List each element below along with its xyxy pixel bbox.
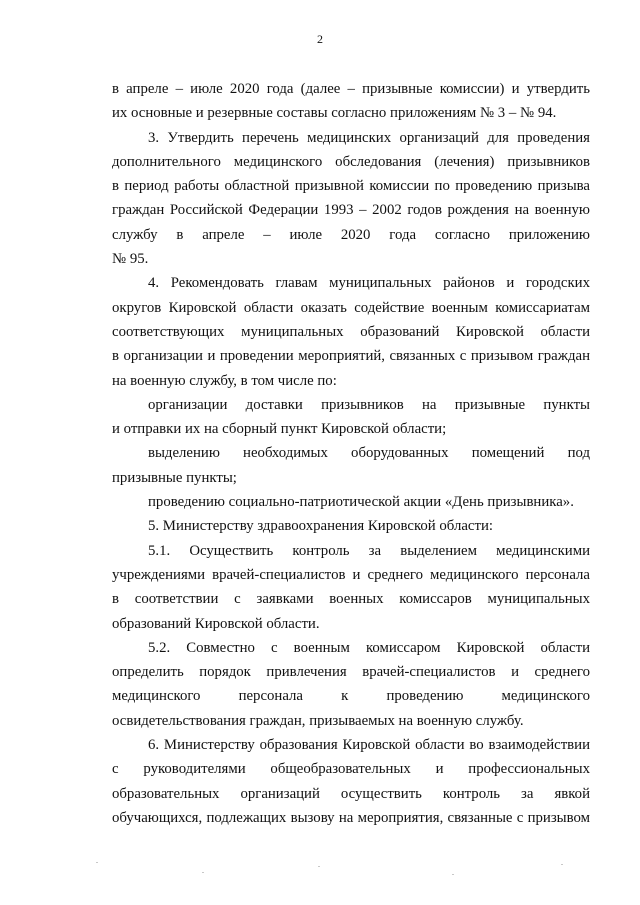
text-line: призывные пункты; xyxy=(112,469,237,486)
text-line: учреждениями врачей-специалистов и среднего медицинского персонала xyxy=(112,566,590,583)
text-line: проведению социально-патриотической акции «День призывника». xyxy=(148,494,574,511)
text-line: службу в апреле – июле 2020 года согласно приложению xyxy=(112,226,590,243)
text-line: в период работы областной призывной комиссии по проведению призыва xyxy=(112,178,590,195)
text-line: 6. Министерству образования Кировской области во взаимодействии xyxy=(148,737,590,754)
text-line: обучающихся, подлежащих вызову на мероприятия, связанные с призывом xyxy=(112,809,590,826)
text-line: 3. Утвердить перечень медицинских организаций для проведения xyxy=(148,129,590,146)
text-line: 4. Рекомендовать главам муниципальных районов и городских xyxy=(148,275,590,292)
text-line: определить порядок привлечения врачей-специалистов и среднего xyxy=(112,664,590,681)
text-line: 5.1. Осуществить контроль за выделением медицинскими xyxy=(148,542,590,559)
text-line: граждан Российской Федерации 1993 – 2002 годов рождения на военную xyxy=(112,202,590,219)
text-line: образований Кировской области. xyxy=(112,615,320,632)
scan-artifact xyxy=(318,866,320,867)
text-line: образовательных организаций осуществить контроль за явкой xyxy=(112,785,590,802)
text-line: дополнительного медицинского обследования (лечения) призывников xyxy=(112,153,590,170)
text-line: 5. Министерству здравоохранения Кировской области: xyxy=(148,518,493,535)
scan-artifact xyxy=(202,872,204,873)
document-body xyxy=(112,77,590,830)
text-line: № 95. xyxy=(112,251,149,268)
text-line: медицинского персонала к проведению медицинского xyxy=(112,688,590,705)
text-line: и отправки их на сборный пункт Кировской области; xyxy=(112,421,447,438)
text-line: организации доставки призывников на призывные пункты xyxy=(148,396,590,413)
text-line: в соответствии с заявками военных комиссаров муниципальных xyxy=(112,591,590,608)
text-line: на военную службу, в том числе по: xyxy=(112,372,337,389)
text-line: соответствующих муниципальных образований Кировской области xyxy=(112,323,590,340)
text-line: в апреле – июле 2020 года (далее – призывные комиссии) и утвердить xyxy=(112,81,590,97)
scan-artifact xyxy=(561,864,563,865)
text-line: с руководителями общеобразовательных и профессиональных xyxy=(112,761,590,778)
page-number: 2 xyxy=(317,32,323,46)
text-line: освидетельствования граждан, призываемых на военную службу. xyxy=(112,712,524,729)
text-line: выделению необходимых оборудованных помещений под xyxy=(148,445,590,462)
scan-artifact xyxy=(96,862,98,863)
text-line: 5.2. Совместно с военным комиссаром Кировской области xyxy=(148,639,590,656)
text-line: в организации и проведении мероприятий, связанных с призывом граждан xyxy=(112,348,590,365)
text-line: их основные и резервные составы согласно приложениям № 3 – № 94. xyxy=(112,105,557,122)
scan-artifact xyxy=(452,874,454,875)
text-line: округов Кировской области оказать содействие военным комиссариатам xyxy=(112,299,590,316)
